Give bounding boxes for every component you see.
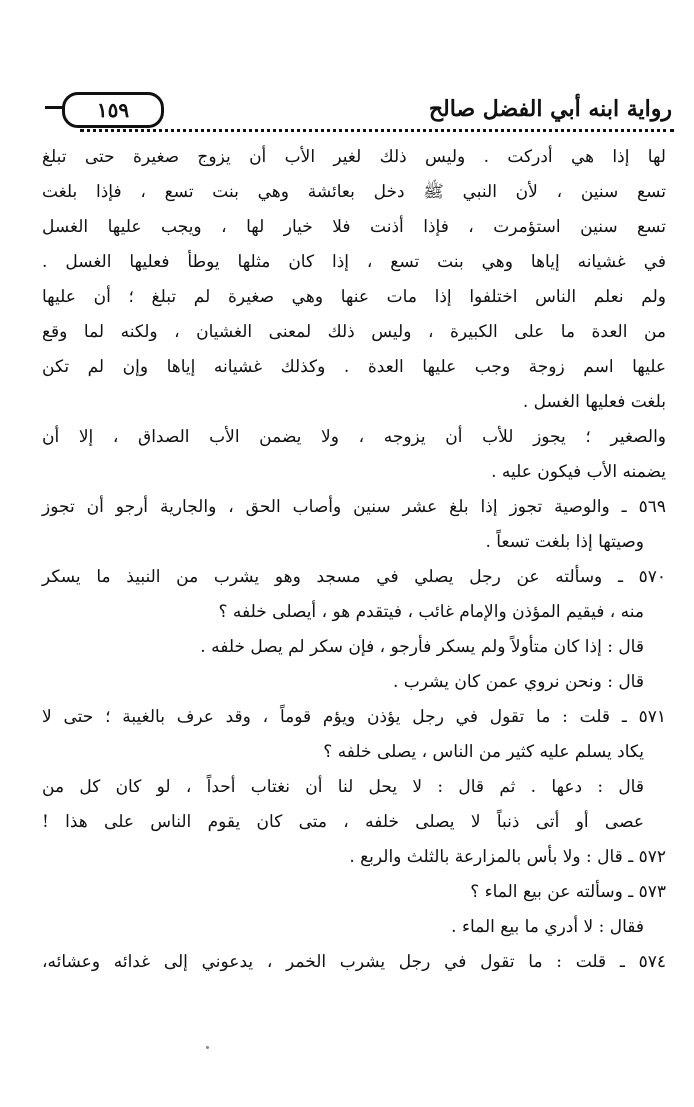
- numbered-paragraph-569: ٥٦٩ ـ والوصية تجوز إذا بلغ عشر سنين وأصاب الحق ، والجارية أرجو أن تجوز: [42, 497, 666, 517]
- text-line: قال : ونحن نروي عمن كان يشرب .: [392, 672, 644, 692]
- text-line: من العدة ما على الكبيرة ، وليس ذلك لمعنى الغشيان ، ولكنه لما وقع: [42, 322, 666, 342]
- running-title: رواية ابنه أبي الفضل صالح: [428, 96, 672, 122]
- text-line: ولم نعلم الناس اختلفوا إذا مات عنها وهي صغيرة لم تبلغ ؛ أن عليها: [42, 287, 666, 307]
- numbered-paragraph-571: ٥٧١ ـ قلت : ما تقول في رجل يؤذن ويؤم قوماً ، وقد عرف بالغيبة ؛ حتى لا: [42, 707, 666, 727]
- text-line: وصيتها إذا بلغت تسعاً .: [485, 532, 644, 552]
- text-line: يكاد يسلم عليه كثير من الناس ، يصلى خلفه ؟: [323, 742, 644, 762]
- header-dotted-rule: [80, 129, 674, 132]
- numbered-paragraph-573: ٥٧٣ ـ وسألته عن بيع الماء ؟: [470, 882, 666, 902]
- numbered-paragraph-570: ٥٧٠ ـ وسألته عن رجل يصلي في مسجد وهو يشرب من النبيذ ما يسكر: [42, 567, 666, 587]
- text-line: عصى أو أتى ذنباً لا يصلى خلفه ، متى كان يقوم الناس على هذا !: [42, 812, 644, 832]
- page-number-badge: ١٥٩: [62, 92, 164, 128]
- text-line: والصغير ؛ يجوز للأب أن يزوجه ، ولا يضمن الأب الصداق ، إلا أن: [42, 427, 666, 447]
- text-line: لها إذا هي أدركت . وليس ذلك لغير الأب أن يزوج صغيرة حتى تبلغ: [42, 147, 666, 167]
- numbered-paragraph-572: ٥٧٢ ـ قال : ولا بأس بالمزارعة بالثلث والربع .: [349, 847, 666, 867]
- text-line: عليها اسم زوجة وجب عليها العدة . وكذلك غشيانه إياها وإن لم تكن: [42, 357, 666, 377]
- text-line: بلغت فعليها الغسل .: [522, 392, 666, 412]
- numbered-paragraph-574: ٥٧٤ ـ قلت : ما تقول في رجل يشرب الخمر ، يدعوني إلى غدائه وعشائه،: [42, 952, 666, 972]
- text-line: منه ، فيقيم المؤذن والإمام غائب ، فيتقدم هو ، أيصلى خلفه ؟: [218, 602, 644, 622]
- text-line: يضمنه الأب فيكون عليه .: [491, 462, 666, 482]
- body-text: [42, 140, 666, 980]
- text-line: تسع سنين استؤمرت ، فإذا أذنت فلا خيار لها ، ويجب عليها الغسل: [42, 217, 666, 237]
- text-line: فقال : لا أدري ما بيع الماء .: [451, 917, 644, 937]
- text-line: تسع سنين ، لأن النبي ﷺ دخل بعائشة وهي بنت تسع ، فإذا بلغت: [42, 182, 666, 202]
- text-line: في غشيانه إياها وهي بنت تسع ، إذا كان مثلها يوطأ فعليها الغسل .: [42, 252, 667, 272]
- print-speck: [206, 1046, 209, 1049]
- page-header: [40, 92, 680, 132]
- text-line: قال : إذا كان متأولاً ولم يسكر فأرجو ، فإن سكر لم يصل خلفه .: [200, 637, 644, 657]
- text-line: قال : دعها . ثم قال : لا يحل لنا أن نغتاب أحداً ، لو كان كل من: [42, 777, 644, 797]
